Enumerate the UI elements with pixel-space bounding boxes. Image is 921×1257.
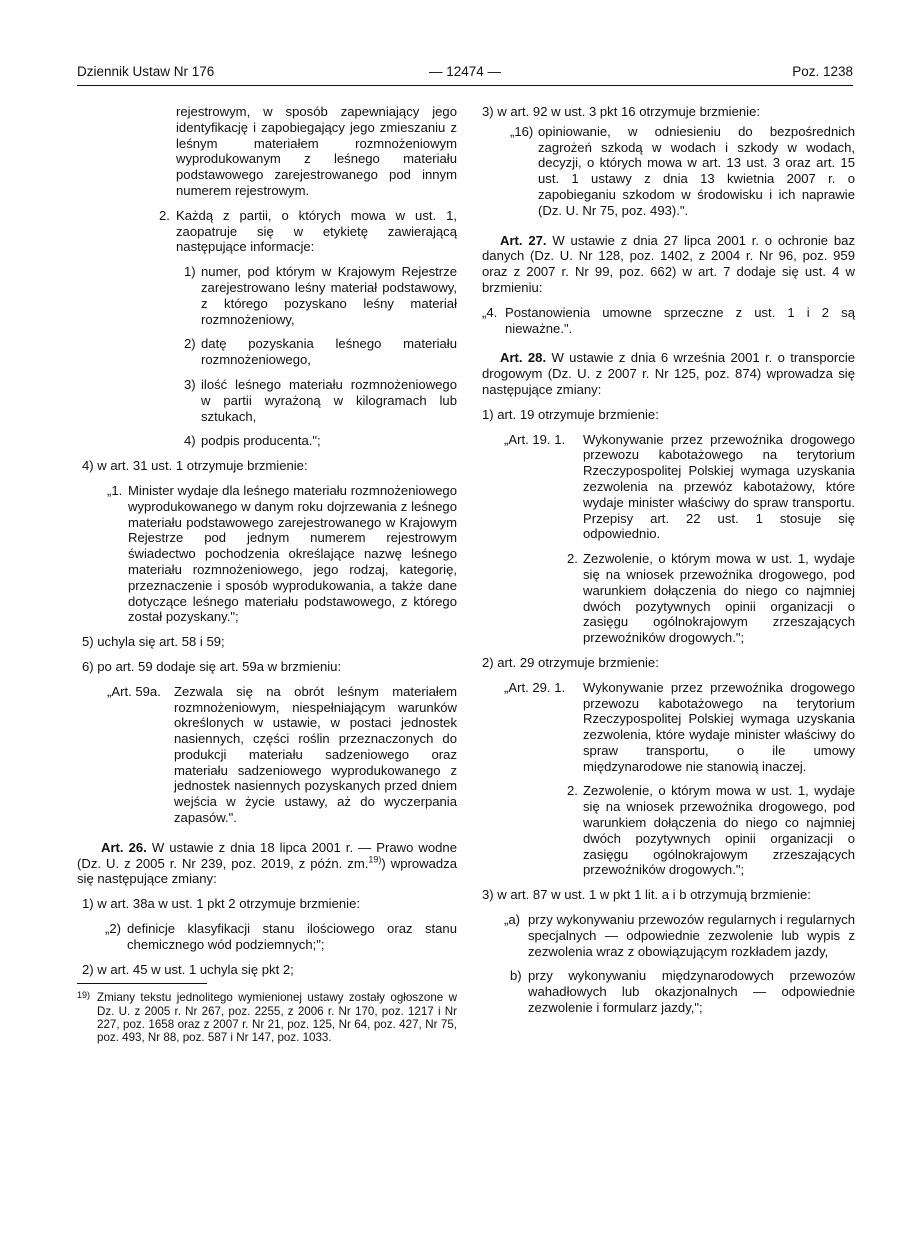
article-26-heading: Art. 26. [101,839,147,855]
section-2 [77,208,457,255]
footnote-reference: 19) [368,854,382,865]
quoted-section-text: Postanowienia umowne sprzeczne z ust. 1 i 2 są nieważne.". [505,304,855,336]
quoted-section-text: Zezwolenie, o którym mowa w ust. 1, wydaje się na wniosek przewoźnika drogowego, pod warunkiem dołączenia do niego co najmniej dwóch pozytywnych opinii organizacji o zasięgu ogólnokrajowym zrzeszających przewoźników drogowych."; [583,783,855,878]
quoted-article-29-section-1 [482,680,855,775]
amendment-item-5: 5) uchyla się art. 58 i 59; [82,634,225,650]
header-rule [77,85,853,86]
quoted-point-2 [77,921,457,953]
quoted-article-text: Wykonywanie przez przewoźnika drogowego przewozu kabotażowego na terytorium Rzeczypospolitej Polskiej wymaga uzyskania zezwolenia na przewóz kabotażowy, które wydaje minister właściwy do spraw transportu. Przepisy art. 22 ust. 1 stosuje się odpowiednio. [583,431,855,542]
article-26-text-a: W ustawie z dnia 18 lipca 2001 r. — Prawo wodne (Dz. U. z 2005 r. Nr 239, poz. 2019, z późn. zm. [77,839,457,871]
quoted-article-text: Zezwala się na obrót leśnym materiałem rozmnożeniowym, niespełniającym warunków określonych w ustawie, w postaci jednostek nasiennych, części roślin przeznaczonych do produkcji materiału sadzeniowego oraz materiału sadzeniowego wyprodukowanego z jednostek nasiennych pozyskanych przed dniem wejścia w życie ustawy, aż do wyczerpania zapasów.". [174,683,457,826]
list-item [77,336,457,368]
article-27 [482,233,855,296]
quoted-article-19-section-2 [482,551,855,646]
footnote-number: 19) [77,990,91,1001]
amendment-item-6: 6) po art. 59 dodaje się art. 59a w brzmieniu: [82,658,342,674]
right-column [482,104,855,1025]
position-number: Poz. 1238 [792,64,853,79]
quoted-letter-label: b) [510,968,522,984]
article-26-item-2: 2) w art. 45 w ust. 1 uchyla się pkt 2; [82,961,294,977]
list-item-text: numer, pod którym w Krajowym Rejestrze zarejestrowano leśny materiał podstawowy, z którego pozyskano leśny materiał rozmnożeniowy, [201,264,457,327]
article-26-text-b: ) wprowadza się następujące zmiany: [77,855,457,887]
article-28-item-2: 2) art. 29 otrzymuje brzmienie: [482,654,659,670]
article-28-item-1: 1) art. 19 otrzymuje brzmienie: [482,406,659,422]
article-28-text: W ustawie z dnia 6 września 2001 r. o transporcie drogowym (Dz. U. z 2007 r. Nr 125, poz. 874) wprowadza się następujące zmiany: [482,350,856,397]
quoted-point-number: „2) [105,921,122,937]
quoted-letter-text: przy wykonywaniu międzynarodowych przewozów wahadłowych lub okazjonalnych — odpowiednie zezwolenie i formularz jazdy,"; [528,968,855,1016]
list-item-text: ilość leśnego materiału rozmnożeniowego w partii wyrażoną w kilogramach lub sztukach, [201,376,457,424]
quoted-section-4 [482,305,855,337]
quoted-section-1 [77,483,457,625]
list-item [77,433,457,449]
quoted-point-text: opiniowanie, w odniesieniu do bezpośrednich zagrożeń szkodą w wodach i szkody w wodach, decyzji, o których mowa w art. 13 ust. 3 oraz art. 15 ust. 1 ustawy z dnia 13 kwietnia 2007 r. o zapobieganiu szkodom w środowisku i ich naprawie (Dz. U. Nr 75, poz. 493).". [538,123,855,218]
article-26-item-1: 1) w art. 38a w ust. 1 pkt 2 otrzymuje brzmienie: [82,896,360,912]
quoted-point-number: „16) [510,123,534,139]
quoted-section-text: Zezwolenie, o którym mowa w ust. 1, wydaje się na wniosek przewoźnika drogowego, pod warunkiem dołączenia do niego co najmniej dwóch pozytywnych opinii organizacji o zasięgu ogólnokrajowym zrzeszających przewoźników drogowych."; [583,551,855,646]
article-27-heading: Art. 27. [500,232,547,248]
quoted-article-29-section-2 [482,783,855,878]
quoted-point-text: definicje klasyfikacji stanu ilościowego oraz stanu chemicznego wód podziemnych;"; [127,921,457,952]
quoted-point-16 [482,124,855,219]
list-item-number: 3) [184,376,196,392]
left-column [77,104,457,1044]
footnote [77,991,457,1044]
quoted-article-59a [77,684,457,826]
quoted-letter-text: przy wykonywaniu przewozów regularnych i regularnych specjalnych — odpowiednie zezwolenie lub wypis z zezwolenia wraz z obowiązującym rozkładem jazdy, [528,912,855,959]
quoted-section-number: 2. [567,551,578,567]
quoted-article-19-section-1 [482,432,855,543]
amendment-item-4: 4) w art. 31 ust. 1 otrzymuje brzmienie: [82,458,308,474]
section-2-number: 2. [159,207,170,223]
article-28-item-3: 3) w art. 87 w ust. 1 w pkt 1 lit. a i b otrzymują brzmienie: [482,887,811,903]
list-item-text: datę pozyskania leśnego materiału rozmnożeniowego, [201,336,457,368]
page-header [77,64,853,84]
quoted-letter-b [482,968,855,1015]
footnote-text: Zmiany tekstu jednolitego wymienionej ustawy zostały ogłoszone w Dz. U. z 2005 r. Nr 267, poz. 2255, z 2006 r. Nr 170, poz. 1217 i Nr 227, poz. 1658 oraz z 2007 r. Nr 21, poz. 125, Nr 64, poz. 427, Nr 75, poz. 493, Nr 88, poz. 587 i Nr 147, poz. 1033. [97,991,457,1045]
list-item [77,264,457,327]
quoted-section-number: „1. [107,482,123,498]
list-item-number: 1) [184,264,196,280]
amendment-item-3: 3) w art. 92 w ust. 3 pkt 16 otrzymuje brzmienie: [482,104,760,119]
quoted-article-number: „Art. 19. 1. [504,431,566,447]
article-27-text: W ustawie z dnia 27 lipca 2001 r. o ochronie baz danych (Dz. U. Nr 128, poz. 1402, z 2004 r. Nr 96, poz. 959 oraz z 2007 r. Nr 99, poz. 662) w art. 7 dodaje się ust. 4 w brzmieniu: [482,232,856,295]
quoted-section-text: Minister wydaje dla leśnego materiału rozmnożeniowego wyprodukowanego w danym roku dojrzewania z leśnego materiału podstawowego zarejestrowanego w Krajowym Rejestrze pod jednym numerem rejestrowym świadectwo pochodzenia określające nazwę leśnego materiału rozmnożeniowego, jego rodzaj, kategorię, przeznaczenie i sposób wyprodukowania, a także dane dotyczące leśnego materiału podstawowego, z którego został pozyskany."; [128,482,457,625]
article-26 [77,840,457,887]
list-item [77,377,457,424]
quoted-article-number: „Art. 29. 1. [504,679,566,695]
quoted-article-number: „Art. 59a. [107,683,161,699]
list-item-number: 4) [184,433,196,449]
quoted-letter-label: „a) [504,912,521,928]
page-number: — 12474 — [428,64,502,79]
article-28-heading: Art. 28. [500,350,547,366]
quoted-section-number: „4. [482,304,498,320]
article-28 [482,350,855,397]
quoted-letter-a [482,912,855,959]
quoted-section-number: 2. [567,783,578,799]
quoted-article-text: Wykonywanie przez przewoźnika drogowego przewozu kabotażowego na terytorium Rzeczypospolitej Polskiej wymaga uzyskania zezwolenia, które wydaje minister właściwy do spraw transportu, o ile umowy międzynarodowe nie stanowią inaczej. [583,679,855,774]
journal-title: Dziennik Ustaw Nr 176 [77,64,215,79]
continuation-paragraph: rejestrowym, w sposób zapewniający jego identyfikację i zapobiegający jego zmieszaniu z leśnym materiałem rozmnożeniowym wyprodukowanym z leśnego materiału podstawowego zarejestrowanego pod innym numerem rejestrowym. [176,104,457,198]
footnote-rule [77,983,207,984]
list-item-number: 2) [184,336,196,352]
section-2-text: Każdą z partii, o których mowa w ust. 1, zaopatruje się w etykietę zawierającą następujące informacje: [176,207,457,255]
list-item-text: podpis producenta."; [201,433,321,449]
